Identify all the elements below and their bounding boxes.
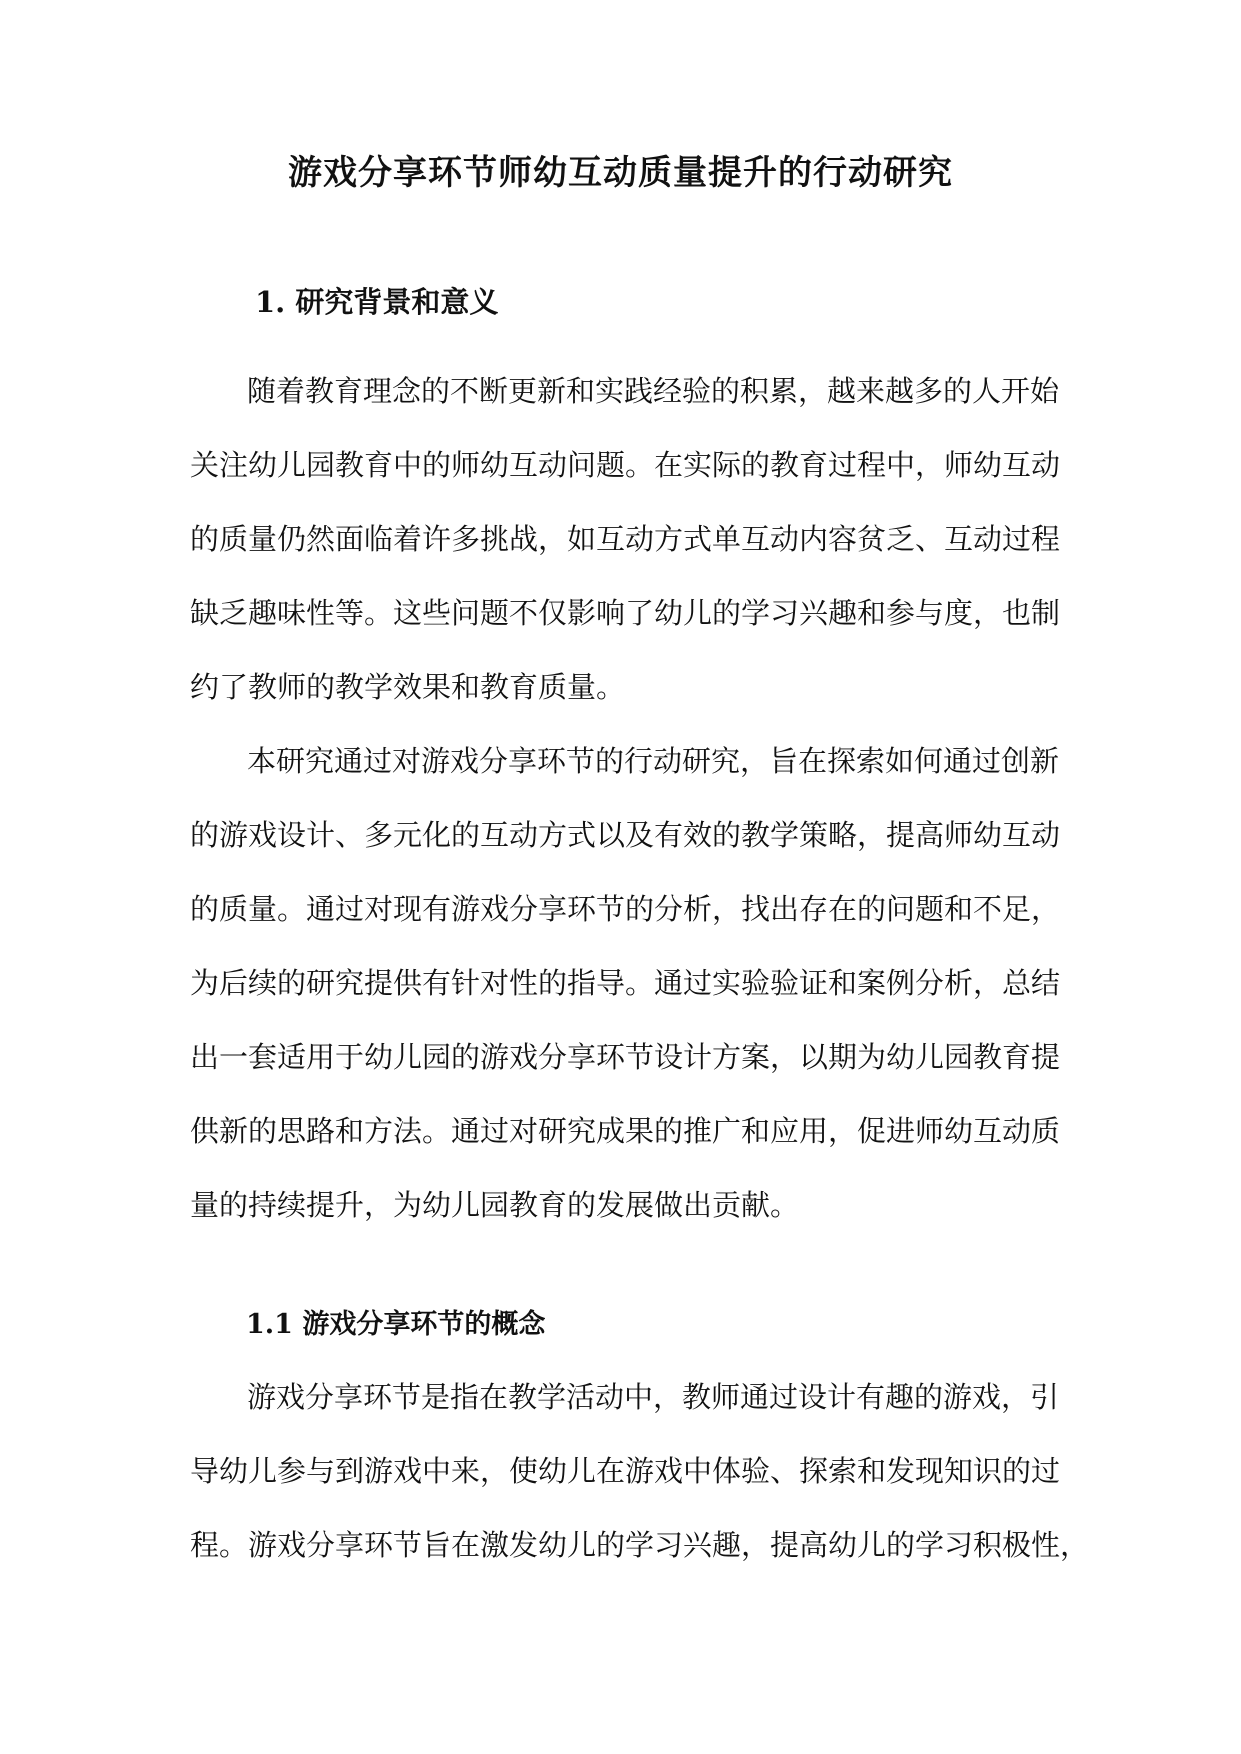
paragraph-line: 导幼儿参与到游戏中来，使幼儿在游戏中体验、探索和发现知识的过 [190, 1454, 1061, 1488]
paragraph-line: 的质量仍然面临着许多挑战，如互动方式单互动内容贫乏、互动过程 [190, 522, 1061, 556]
paragraph-line: 的质量。通过对现有游戏分享环节的分析，找出存在的问题和不足， [190, 892, 1061, 926]
paragraph-line: 游戏分享环节是指在教学活动中，教师通过设计有趣的游戏，引 [247, 1380, 1060, 1414]
paragraph-line: 出一套适用于幼儿园的游戏分享环节设计方案，以期为幼儿园教育提 [190, 1040, 1061, 1074]
paragraph-line: 程。游戏分享环节旨在激发幼儿的学习兴趣，提高幼儿的学习积极性， [190, 1528, 1090, 1562]
paragraph-background-1 [190, 354, 1061, 724]
paragraph-line: 的游戏设计、多元化的互动方式以及有效的教学策略，提高师幼互动 [190, 818, 1061, 852]
document-title: 游戏分享环节师幼互动质量提升的行动研究 [288, 153, 953, 193]
paragraph-line: 关注幼儿园教育中的师幼互动问题。在实际的教育过程中，师幼互动 [190, 448, 1061, 482]
paragraph-line: 供新的思路和方法。通过对研究成果的推广和应用，促进师幼互动质 [190, 1114, 1061, 1148]
paragraph-line: 随着教育理念的不断更新和实践经验的积累，越来越多的人开始 [247, 374, 1060, 408]
paragraph-background-2 [190, 724, 1061, 1242]
paragraph-line: 为后续的研究提供有针对性的指导。通过实验验证和案例分析，总结 [190, 966, 1061, 1000]
section-heading-1: 1. 研究背景和意义 [255, 285, 499, 319]
paragraph-line: 本研究通过对游戏分享环节的行动研究，旨在探索如何通过创新 [247, 744, 1060, 778]
section-heading-1-1: 1.1 游戏分享环节的概念 [246, 1309, 546, 1340]
paragraph-line: 约了教师的教学效果和教育质量。 [190, 670, 626, 704]
paragraph-concept-1 [190, 1360, 1090, 1582]
paragraph-line: 量的持续提升，为幼儿园教育的发展做出贡献。 [190, 1188, 800, 1222]
paragraph-line: 缺乏趣味性等。这些问题不仅影响了幼儿的学习兴趣和参与度，也制 [190, 596, 1061, 630]
